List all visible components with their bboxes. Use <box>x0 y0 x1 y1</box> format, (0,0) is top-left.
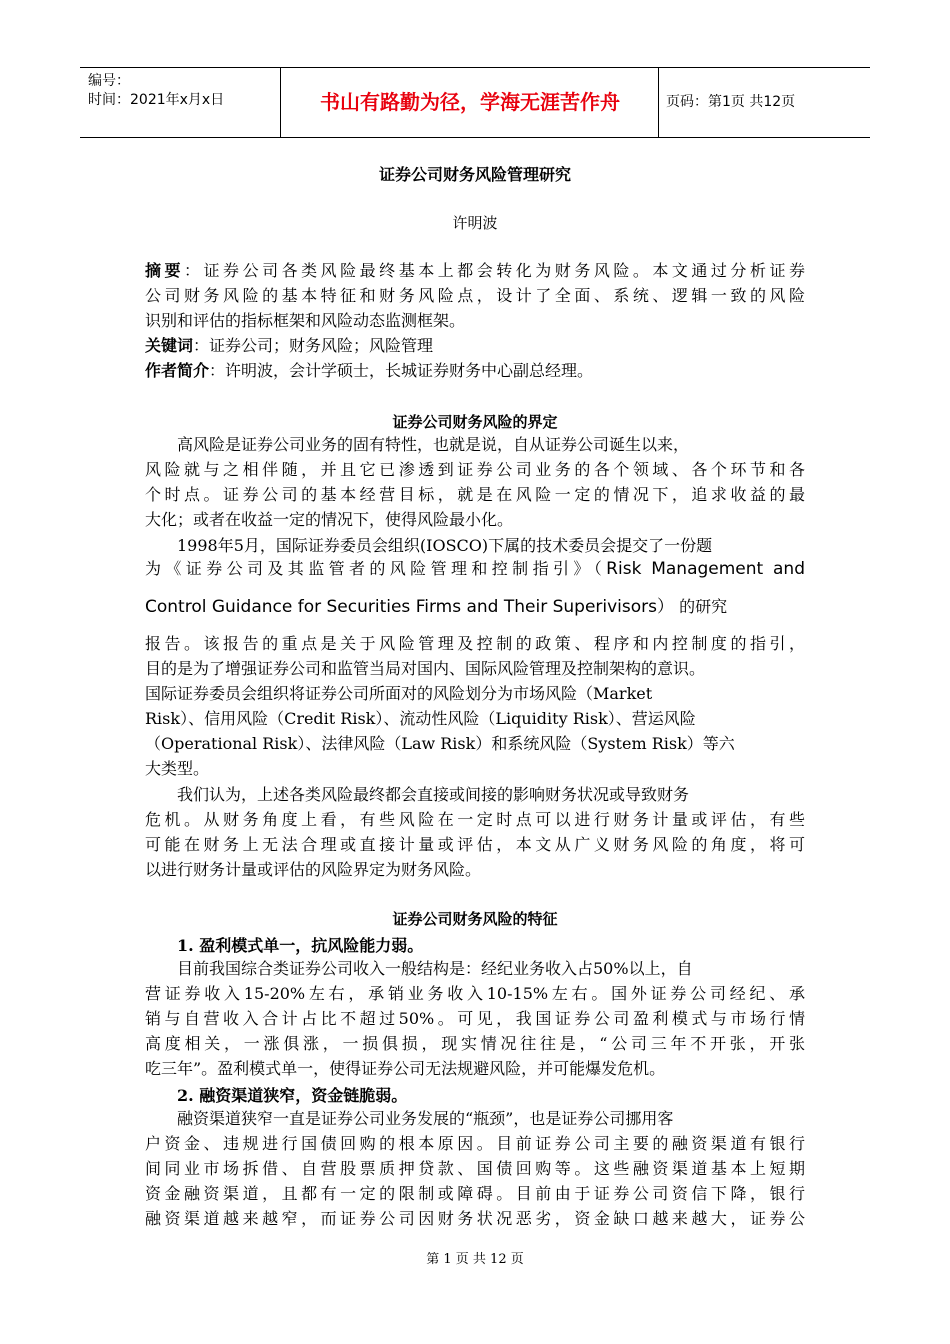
section-title: 证券公司财务风险的界定 <box>392 413 558 431</box>
subheading: 1. 盈利模式单一，抗风险能力弱。 <box>177 936 424 955</box>
paragraph-line: 我们认为，上述各类风险最终都会直接或间接的影响财务状况或导致财务 <box>177 785 690 804</box>
section-title: 证券公司财务风险的特征 <box>392 910 558 928</box>
paragraph-line: 吃三年”。盈利模式单一，使得证券公司无法规避风险，并可能爆发危机。 <box>145 1059 666 1078</box>
paragraph-line: 目前我国综合类证券公司收入一般结构是：经纪业务收入占50%以上，自 <box>177 959 693 978</box>
header-left-cell <box>88 72 224 110</box>
number-label: 编号： <box>88 73 130 89</box>
paragraph-line <box>145 558 805 580</box>
paragraph-line: 销与自营收入合计占比不超过50%。可见，我国证券公司盈利模式与市场行情 <box>145 1009 805 1028</box>
paragraph-line: 大类型。 <box>145 759 210 778</box>
paragraph-line: 国际证券委员会组织将证券公司所面对的风险划分为市场风险（Market <box>145 684 653 703</box>
abstract-text: ：证券公司各类风险最终基本上都会转化为财务风险。本文通过分析证券 <box>184 261 805 280</box>
paragraph-line: 资金融资渠道，且都有一定的限制或障碍。目前由于证券公司资信下降，银行 <box>145 1184 805 1203</box>
doc-author: 许明波 <box>452 214 498 232</box>
paragraph-text: Risk Management and <box>606 559 805 579</box>
paragraph-line: 间同业市场拆借、自营股票质押贷款、国债回购等。这些融资渠道基本上短期 <box>145 1159 805 1178</box>
paragraph-line: 户资金、违规进行国债回购的根本原因。目前证券公司主要的融资渠道有银行 <box>145 1134 805 1153</box>
paragraph-line <box>145 596 805 618</box>
keywords-label: 关键词 <box>145 336 194 355</box>
date-label: 时间：2021年x月x日 <box>88 92 225 108</box>
header-page-label: 页码：第1页 共12页 <box>666 94 796 110</box>
paragraph-line: 以进行财务计量或评估的风险界定为财务风险。 <box>145 860 482 879</box>
subheading: 2. 融资渠道狭窄，资金链脆弱。 <box>177 1086 408 1105</box>
paragraph-text: Control Guidance for Securities Firms and Their Superivisors） <box>145 597 675 617</box>
paragraph-line: 营证券收入15-20%左右，承销业务收入10-15%左右。国外证券公司经纪、承 <box>145 984 805 1003</box>
page-footer: 第 1 页 共 12 页 <box>426 1252 524 1267</box>
bio-text: ：许明波，会计学硕士，长城证券财务中心副总经理。 <box>209 361 594 380</box>
keywords-line <box>145 335 805 357</box>
paragraph-line: 目的是为了增强证券公司和监管当局对国内、国际风险管理及控制架构的意识。 <box>145 659 706 678</box>
paragraph-line: Risk）、信用风险（Credit Risk）、流动性风险（Liquidity Risk）、营运风险 <box>145 709 696 728</box>
paragraph-text: 为《证券公司及其监管者的风险管理和控制指引》（ <box>145 559 607 578</box>
paragraph-line: 个时点。证券公司的基本经营目标，就是在风险一定的情况下，追求收益的最 <box>145 485 805 504</box>
header-divider <box>658 68 659 137</box>
paragraph-line: 高度相关，一涨俱涨，一损俱损，现实情况往往是，“公司三年不开张，开张 <box>145 1034 805 1053</box>
keywords-text: ：证券公司；财务风险；风险管理 <box>193 336 434 355</box>
paragraph-line: 大化；或者在收益一定的情况下，使得风险最小化。 <box>145 510 514 529</box>
paragraph-line: 高风险是证券公司业务的固有特性，也就是说，自从证券公司诞生以来， <box>177 435 690 454</box>
abstract-line <box>145 260 805 282</box>
paragraph-line: 危机。从财务角度上看，有些风险在一定时点可以进行财务计量或评估，有些 <box>145 810 805 829</box>
abstract-label: 摘要 <box>145 261 185 280</box>
paragraph-text: 的研究 <box>679 597 728 616</box>
paragraph-line: 1998年5月，国际证券委员会组织(IOSCO)下属的技术委员会提交了一份题 <box>177 536 713 555</box>
header-motto: 书山有路勤为径，学海无涯苦作舟 <box>320 90 620 114</box>
bio-line <box>145 360 805 382</box>
paragraph-line: 风险就与之相伴随，并且它已渗透到证券公司业务的各个领域、各个环节和各 <box>145 460 805 479</box>
paragraph-line: 融资渠道狭窄一直是证券公司业务发展的“瓶颈”，也是证券公司挪用客 <box>177 1109 674 1128</box>
abstract-line: 公司财务风险的基本特征和财务风险点，设计了全面、系统、逻辑一致的风险 <box>145 286 805 305</box>
doc-title: 证券公司财务风险管理研究 <box>378 165 571 184</box>
paragraph-line: 报告。该报告的重点是关于风险管理及控制的政策、程序和内控制度的指引， <box>145 634 805 653</box>
paragraph-line: 可能在财务上无法合理或直接计量或评估，本文从广义财务风险的角度，将可 <box>145 835 805 854</box>
paragraph-line: 融资渠道越来越窄，而证券公司因财务状况恶劣，资金缺口越来越大，证券公 <box>145 1209 805 1228</box>
abstract-line: 识别和评估的指标框架和风险动态监测框架。 <box>145 311 466 330</box>
paragraph-line: （Operational Risk）、法律风险（Law Risk）和系统风险（System Risk）等六 <box>145 734 735 753</box>
bio-label: 作者简介 <box>145 361 210 380</box>
header-table <box>80 67 870 138</box>
